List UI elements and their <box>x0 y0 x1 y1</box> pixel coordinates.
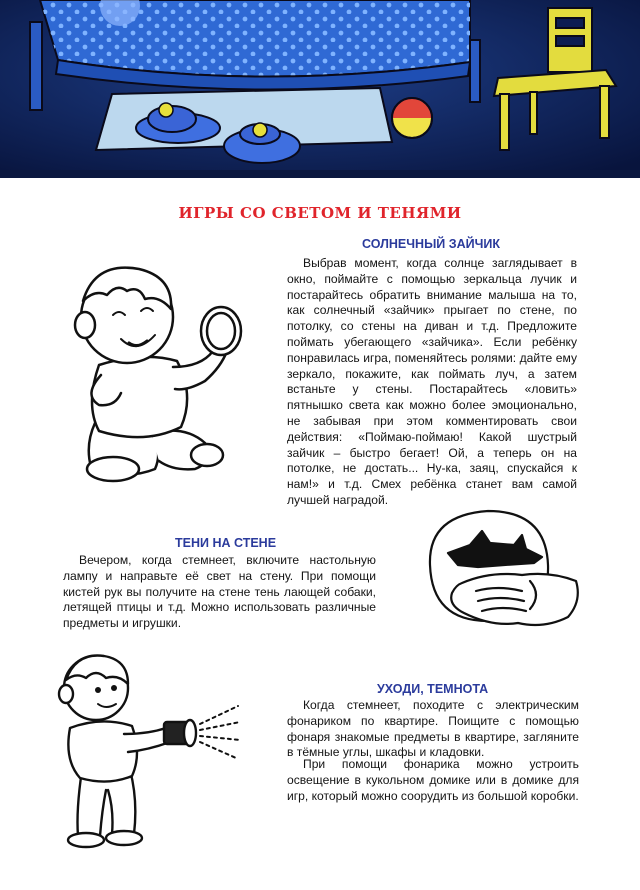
section-text-sun-spot: Выбрав момент, когда солнце заглядывает в окно, поймайте с помощью зеркальца лучик и постарайтесь обратить внимание малыша на то, как солнечный «зайчик» прыгает по стене, по потолку, со стены на диван и т.д. Предложите поймать убегающего «зайчика». Если ребёнку понравилась игра, поменяйтесь ролями: дайте ему зеркало, покажите, как поймать луч, а затем встаньте у стены. Постарайтесь «ловить» пятнышко света как можно более эмоционально, не забывая при этом комментировать свои действия: «Поймаю-поймаю! Какой шустрый зайчик – быстро бегает! Ой, а теперь он на потолке, не достать... Ну-ка, заяц, спускайся к нам!» и т.д. Смех ребёнка станет вам самой лучшей наградой. <box>287 256 577 507</box>
boy-with-mirror-illustration <box>55 255 255 487</box>
section-heading-sun-spot: СОЛНЕЧНЫЙ ЗАЙЧИК <box>362 237 501 251</box>
hand-shadow-dog-illustration <box>418 505 588 640</box>
section-heading-shadows: ТЕНИ НА СТЕНЕ <box>175 536 277 550</box>
section-heading-darkness: УХОДИ, ТЕМНОТА <box>377 682 489 696</box>
bedroom-illustration <box>0 0 640 178</box>
section-text-darkness: Когда стемнеет, походите с электрическим фонариком по квартире. Поищите с помощью фонаря знакомые предметы в квартире, загляните в тёмные углы, шкафы и кладовки. <box>287 698 579 760</box>
page-title: ИГРЫ СО СВЕТОМ И ТЕНЯМИ <box>178 204 462 222</box>
ball <box>392 98 432 138</box>
boy-with-flashlight-illustration <box>48 650 244 850</box>
section-text-shadows: Вечером, когда стемнеет, включите настольную лампу и направьте её свет на стену. При помощи кистей рук вы получите на стене тень лающей собаки, летящей птицы и т.д. Можно использовать различные предметы и игрушки. <box>63 553 376 631</box>
section-text-darkness-2: При помощи фонарика можно устроить освещение в кукольном домике или в домике для игр, который можно соорудить из большой коробки. <box>287 757 579 803</box>
light-rays <box>200 706 240 758</box>
